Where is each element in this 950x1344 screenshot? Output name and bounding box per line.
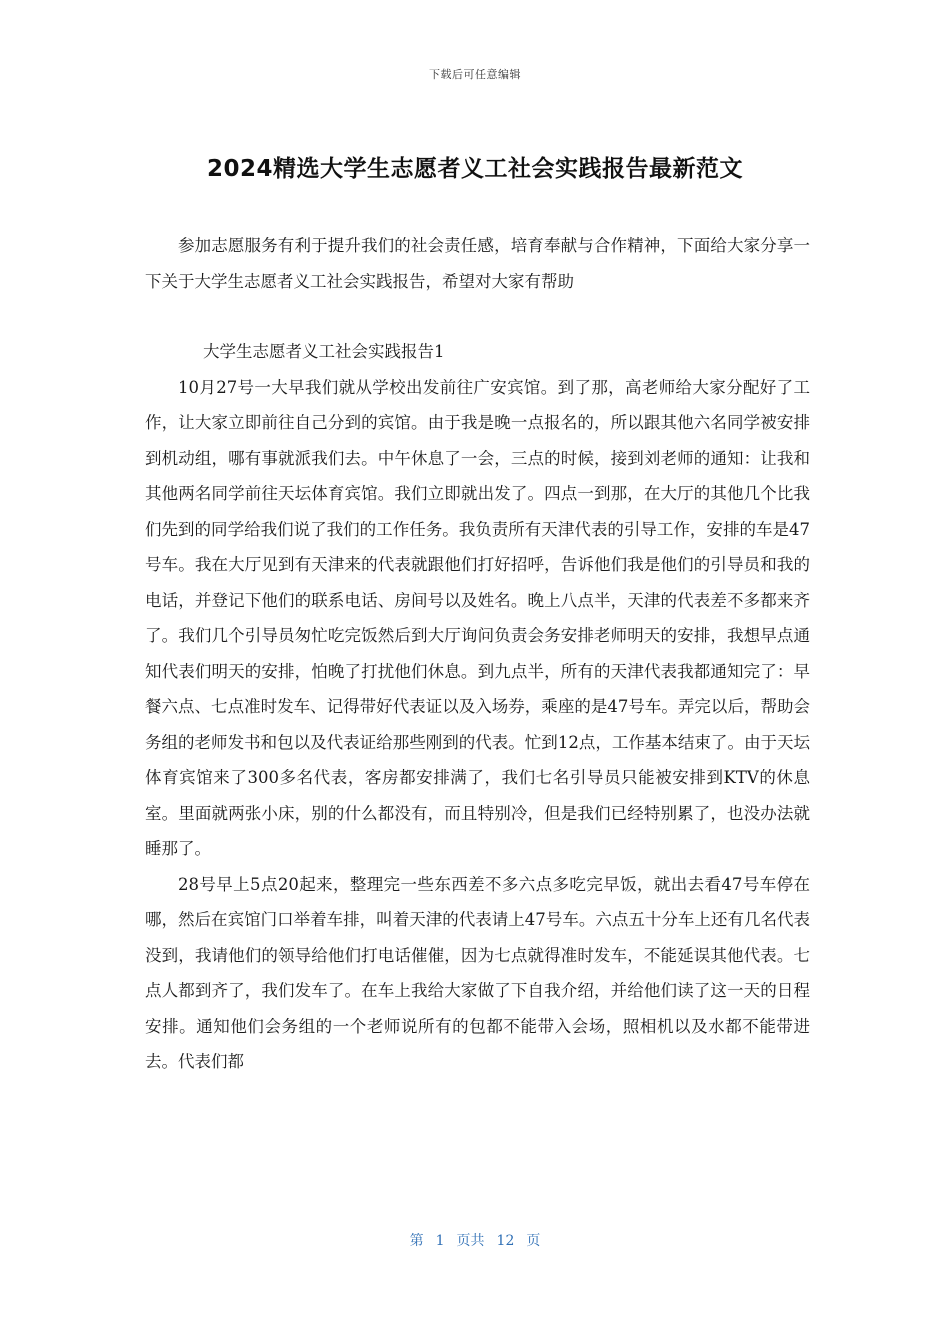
footer-label-page: 第 [409, 1233, 424, 1249]
page-footer [0, 1230, 950, 1250]
document-body [145, 228, 810, 1080]
body-paragraph-2: 28号早上5点20起来，整理完一些东西差不多六点多吃完早饭，就出去看47号车停在哪，然后在宾馆门口举着车排，叫着天津的代表请上47号车。六点五十分车上还有几名代表没到，我请他们的领导给他们打电话催催，因为七点就得准时发车，不能延误其他代表。七点人都到齐了，我们发车了。在车上我给大家做了下自我介绍，并给他们读了这一天的日程安排。通知他们会务组的一个老师说所有的包都不能带入会场，照相机以及水都不能带进去。代表们都 [145, 874, 810, 1071]
footer-label-end: 页 [526, 1233, 541, 1249]
footer-total-pages: 12 [496, 1233, 515, 1249]
section-heading: 大学生志愿者义工社会实践报告1 [203, 342, 445, 361]
footer-label-of: 页共 [456, 1233, 485, 1249]
intro-paragraph: 参加志愿服务有利于提升我们的社会责任感，培育奉献与合作精神，下面给大家分享一下关于大学生志愿者义工社会实践报告，希望对大家有帮助 [145, 236, 810, 291]
body-paragraph-1: 10月27号一大早我们就从学校出发前往广安宾馆。到了那，高老师给大家分配好了工作，让大家立即前往自己分到的宾馆。由于我是晚一点报名的，所以跟其他六名同学被安排到机动组，哪有事就派我们去。中午休息了一会，三点的时候，接到刘老师的通知：让我和其他两名同学前往天坛体育宾馆。我们立即就出发了。四点一到那，在大厅的其他几个比我们先到的同学给我们说了我们的工作任务。我负责所有天津代表的引导工作，安排的车是47号车。我在大厅见到有天津来的代表就跟他们打好招呼，告诉他们我是他们的引导员和我的电话，并登记下他们的联系电话、房间号以及姓名。晚上八点半，天津的代表差不多都来齐了。我们几个引导员匆忙吃完饭然后到大厅询问负责会务安排老师明天的安排，我想早点通知代表们明天的安排，怕晚了打扰他们休息。到九点半，所有的天津代表我都通知完了：早餐六点、七点准时发车、记得带好代表证以及入场券，乘座的是47号车。弄完以后，帮助会务组的老师发书和包以及代表证给那些刚到的代表。忙到12点，工作基本结束了。由于天坛体育宾馆来了300多名代表，客房都安排满了，我们七名引导员只能被安排到KTV的休息室。里面就两张小床，别的什么都没有，而且特别冷，但是我们已经特别累了，也没办法就睡那了。 [145, 377, 810, 858]
document-title: 2024精选大学生志愿者义工社会实践报告最新范文 [206, 156, 743, 182]
footer-current-page: 1 [435, 1233, 445, 1249]
header-note: 下载后可任意编辑 [429, 68, 521, 81]
